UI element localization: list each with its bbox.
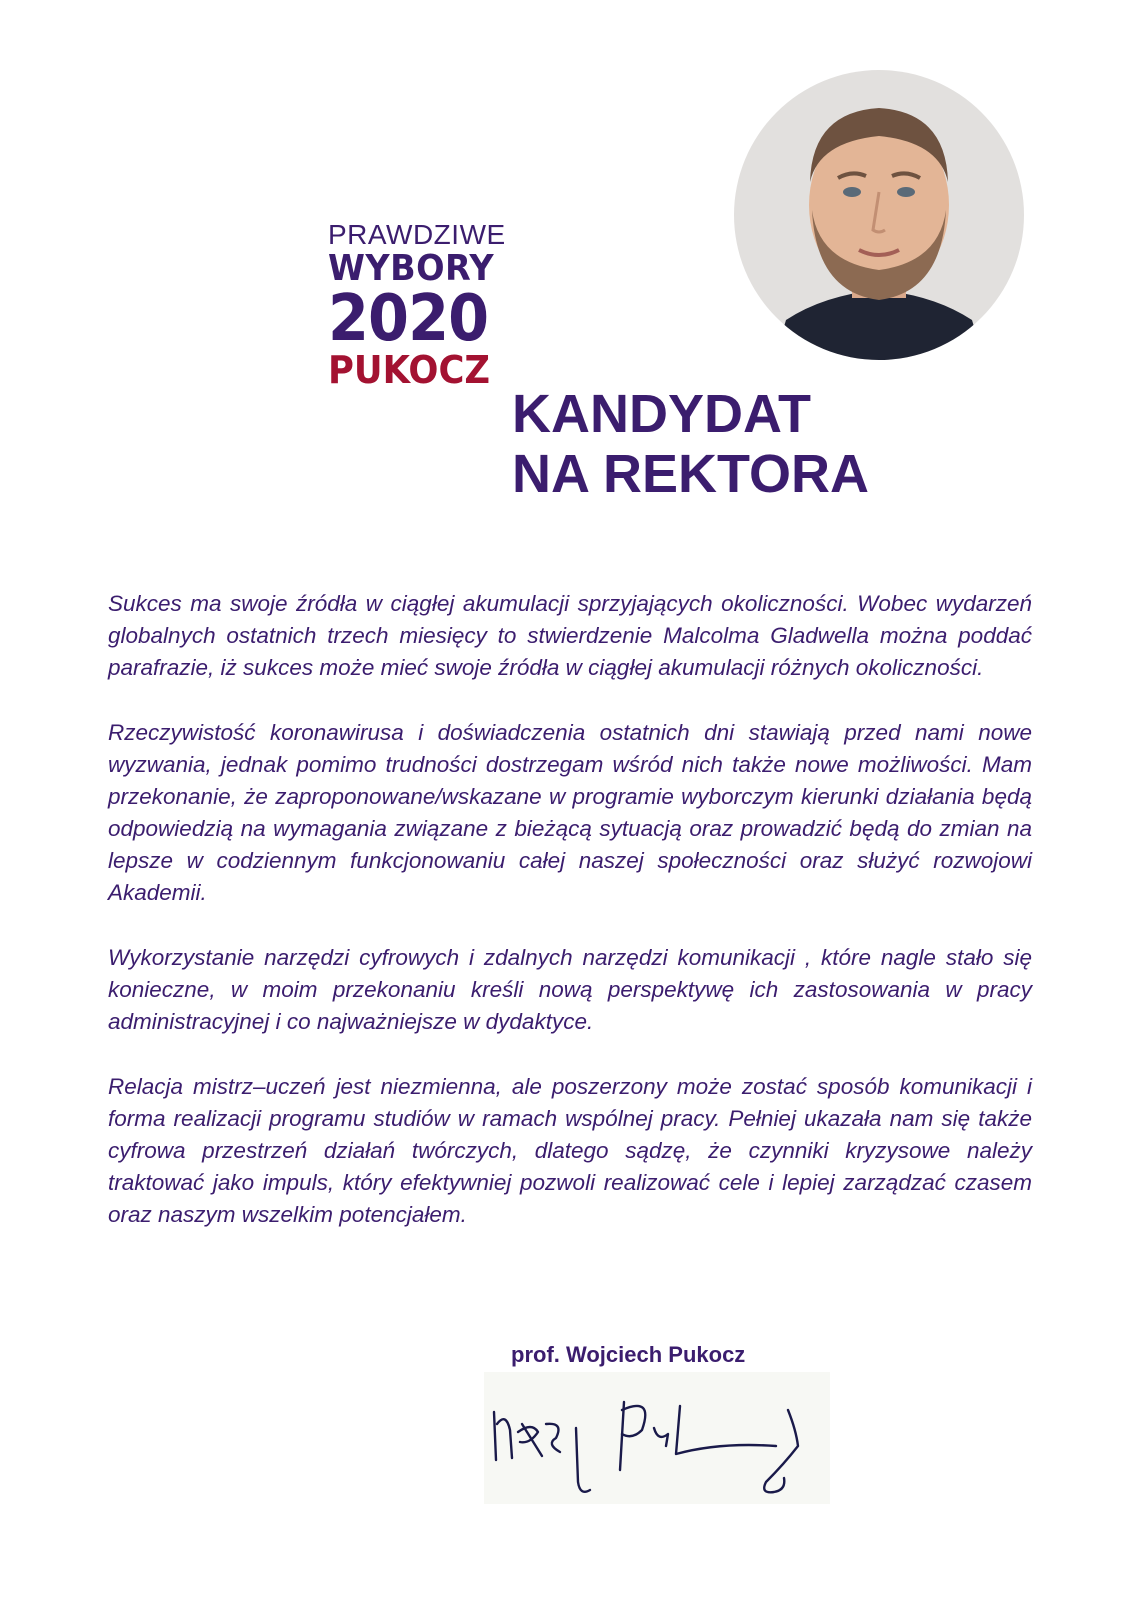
handwritten-signature: [484, 1372, 830, 1504]
logo-line-prawdziwe: PRAWDZIWE: [328, 219, 506, 250]
paragraph-1: Sukces ma swoje źródła w ciągłej akumulacji sprzyjających okoliczności. Wobec wydarzeń globalnych ostatnich trzech miesięcy to stwierdzenie Malcolma Gladwella można poddać parafrazie, iż sukces może mieć swoje źródła w ciągłej akumulacji różnych okoliczności.: [108, 591, 1032, 680]
campaign-logo: [328, 220, 518, 390]
signer-name: prof. Wojciech Pukocz: [511, 1342, 746, 1367]
candidate-portrait: [734, 70, 1024, 360]
signature-image: [484, 1372, 830, 1504]
logo-line-surname: PUKOCZ: [328, 348, 491, 392]
logo-line-year: 2020: [328, 282, 489, 356]
page-title: [512, 384, 869, 504]
paragraph-2: Rzeczywistość koronawirusa i doświadczenia ostatnich dni stawiają przed nami nowe wyzwania, jednak pomimo trudności dostrzegam wśród nich także nowe możliwości. Mam przekonanie, że zaproponowane/wskazane w programie wyborczym kierunki działania będą odpowiedzią na wymagania związane z bieżącą sytuacją oraz prowadzić będą do zmian na lepsze w codziennym funkcjonowaniu całej naszej społeczności oraz służyć rozwojowi Akademii.: [108, 720, 1032, 905]
letter-body: [108, 588, 1032, 1264]
paragraph-3: Wykorzystanie narzędzi cyfrowych i zdalnych narzędzi komunikacji , które nagle stało się konieczne, w moim przekonaniu kreśli nową perspektywę ich zastosowania w pracy administracyjnej i co najważniejsze w dydaktyce.: [108, 945, 1032, 1034]
paragraph-4: Relacja mistrz–uczeń jest niezmienna, ale poszerzony może zostać sposób komunikacji i forma realizacji programu studiów w ramach wspólnej pracy. Pełniej ukazała nam się także cyfrowa przestrzeń działań twórczych, dlatego sądzę, że czynniki kryzysowe należy traktować jako impuls, który efektywniej pozwoli realizować cele i lepiej zarządzać czasem oraz naszym wszelkim potencjałem.: [108, 1074, 1032, 1227]
portrait-photo: [734, 70, 1024, 360]
title-line-2: NA REKTORA: [512, 444, 870, 504]
title-line-1: KANDYDAT: [512, 384, 811, 444]
logo-line-wybory: WYBORY: [328, 248, 495, 289]
